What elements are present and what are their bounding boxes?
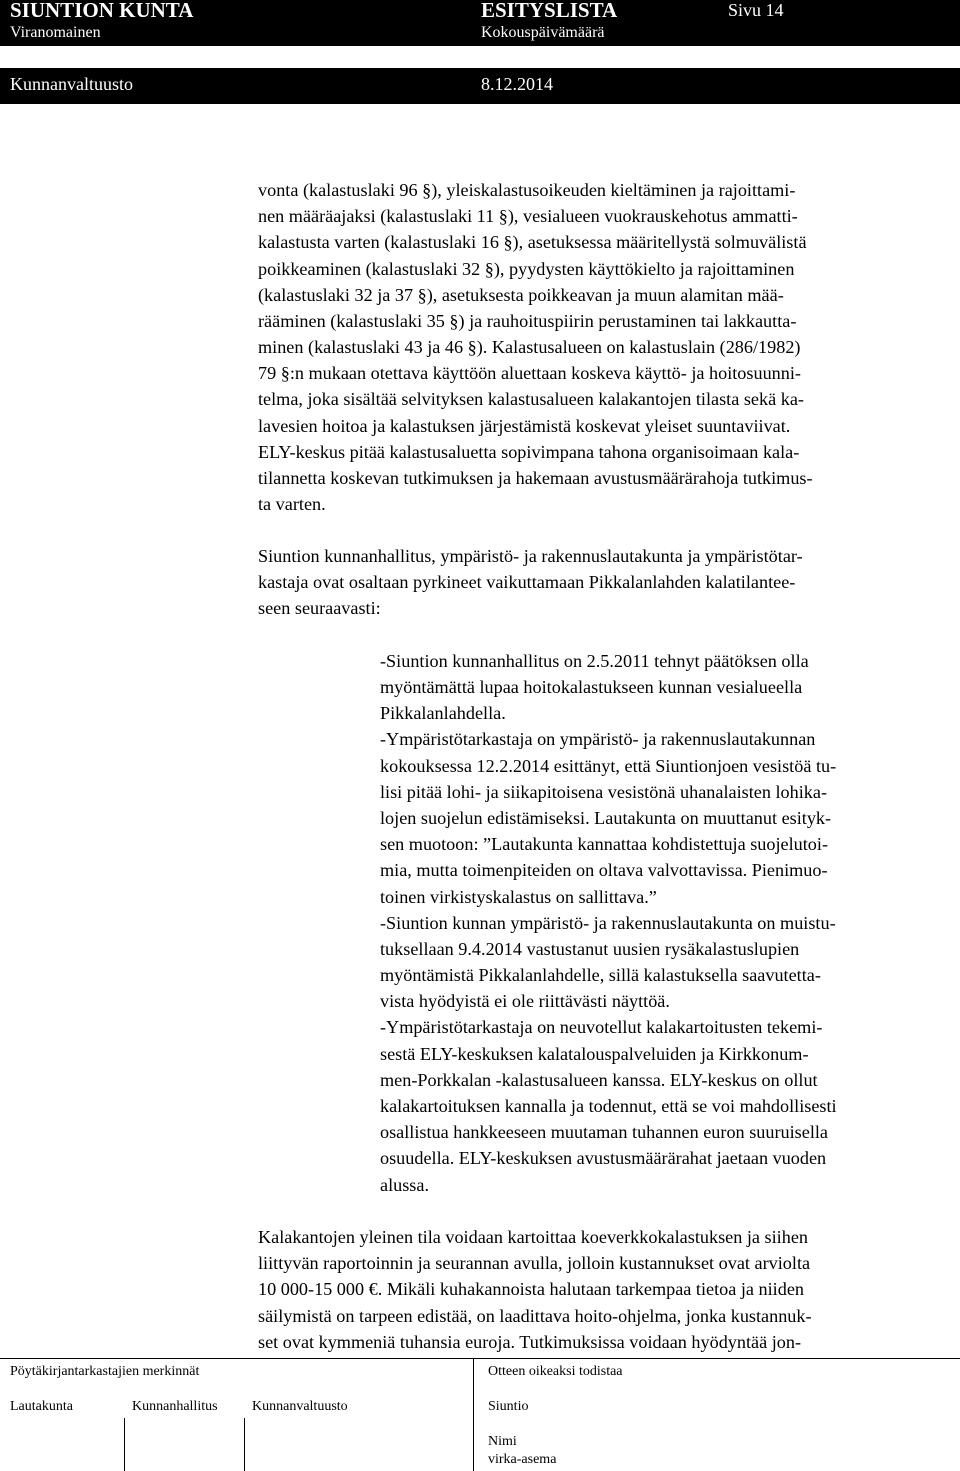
footer-col-divider-2 [244, 1418, 245, 1471]
list-line: kokouksessa 12.2.2014 esittänyt, että Siuntionjoen vesistöä tu- [380, 756, 837, 776]
footer-name-label: Nimi [488, 1434, 517, 1449]
text-line: tilannetta koskevan tutkimuksen ja hakemaan avustusmäärärahoja tutkimus- [258, 468, 813, 488]
list-line: men-Porkkalan -kalastusalueen kanssa. ELY-keskus on ollut [380, 1070, 818, 1090]
text-line: vonta (kalastuslaki 96 §), yleiskalastusoikeuden kieltäminen ja rajoittami- [258, 180, 796, 200]
footer-col-kunnanhallitus: Kunnanhallitus [132, 1399, 218, 1414]
text-line: telma, joka sisältää selvityksen kalastusalueen kalakantojen tilasta sekä ka- [258, 389, 804, 409]
list-line: tuksellaan 9.4.2014 vastustanut uusien rysäkalastuslupien [380, 939, 800, 959]
list-line: -Siuntion kunnanhallitus on 2.5.2011 tehnyt päätöksen olla [380, 651, 809, 671]
header-doc-type: ESITYSLISTA [481, 0, 618, 22]
text-line: rääminen (kalastuslaki 35 §) ja rauhoituspiirin perustaminen tai lakkautta- [258, 311, 797, 331]
footer-left-title: Pöytäkirjantarkastajien merkinnät [10, 1364, 200, 1379]
header-authority: Kunnanvaltuusto [10, 74, 133, 94]
text-line: set ovat kymmeniä tuhansia euroja. Tutkimuksissa voidaan hyödyntää jon- [258, 1332, 802, 1352]
list-line: myöntämistä Pikkalanlahdelle, sillä kalastuksella saavutetta- [380, 965, 821, 985]
list-line: sen muotoon: ”Lautakunta kannattaa kohdistettuja suojelutoi- [380, 834, 829, 854]
text-line: seen seuraavasti: [258, 598, 381, 618]
text-line: ELY-keskus pitää kalastusaluetta sopivimpana tahona organisoimaan kala- [258, 442, 800, 462]
footer-right-title: Otteen oikeaksi todistaa [488, 1364, 623, 1379]
list-line: Pikkalanlahdella. [380, 703, 506, 723]
footer-col-divider-1 [124, 1418, 125, 1471]
header-date: 8.12.2014 [481, 74, 553, 94]
text-line: 79 §:n mukaan otettava käyttöön aluettaan koskeva käyttö- ja hoitosuunni- [258, 363, 801, 383]
text-line: (kalastuslaki 32 ja 37 §), asetuksesta poikkeavan ja muun alamitan mää- [258, 285, 784, 305]
footer-col-lautakunta: Lautakunta [10, 1399, 73, 1414]
footer-title-label: virka-asema [488, 1452, 557, 1467]
footer-col-kunnanvaltuusto: Kunnanvaltuusto [252, 1399, 348, 1414]
text-line: lavesien hoitoa ja kalastuksen järjestämistä koskevat yleiset suuntaviivat. [258, 416, 791, 436]
text-line: säilymistä on tarpeen edistää, on laadittava hoito-ohjelma, jonka kustannuk- [258, 1306, 812, 1326]
text-line: nen määräajaksi (kalastuslaki 11 §), vesialueen vuokrauskehotus ammatti- [258, 206, 798, 226]
text-line: Siuntion kunnanhallitus, ympäristö- ja rakennuslautakunta ja ympäristötar- [258, 546, 803, 566]
list-line: mia, mutta toimenpiteiden on oltava valvottavissa. Pienimuo- [380, 860, 828, 880]
list-line: -Ympäristötarkastaja on neuvotellut kalakartoitusten tekemi- [380, 1017, 823, 1037]
text-line: ta varten. [258, 494, 326, 514]
list-line: osuudella. ELY-keskuksen avustusmäärärahat jaetaan vuoden [380, 1148, 827, 1168]
text-line: liittyvän raportoinnin ja seurannan avulla, jolloin kustannukset ovat arviolta [258, 1253, 811, 1273]
footer-divider-vertical [473, 1358, 474, 1471]
header-bar-bottom [0, 68, 960, 104]
list-line: osallistua hankkeeseen muutaman tuhannen euron suuruisella [380, 1122, 828, 1142]
list-line: alussa. [380, 1175, 429, 1195]
footer-top-rule [0, 1358, 960, 1359]
list-line: myöntämättä lupaa hoitokalastukseen kunnan vesialueella [380, 677, 803, 697]
list-line: vista hyödyistä ei ole riittävästi näyttöä. [380, 991, 670, 1011]
text-line: minen (kalastuslaki 43 ja 46 §). Kalastusalueen on kalastuslain (286/1982) [258, 337, 801, 357]
list-line: toinen virkistyskalastus on sallittava.” [380, 887, 657, 907]
text-line: Kalakantojen yleinen tila voidaan kartoittaa koeverkkokalastuksen ja siihen [258, 1227, 808, 1247]
header-org: SIUNTION KUNTA [10, 0, 194, 22]
list-line: -Ympäristötarkastaja on ympäristö- ja rakennuslautakunnan [380, 729, 816, 749]
list-line: lojen suojelun edistämiseksi. Lautakunta on muuttanut esityk- [380, 808, 832, 828]
list-line: kalakartoituksen kannalla ja todennut, että se voi mahdollisesti [380, 1096, 837, 1116]
text-line: kalastusta varten (kalastuslaki 16 §), asetuksessa määritellystä solmuvälistä [258, 232, 807, 252]
footer-right-org: Siuntio [488, 1399, 529, 1414]
list-line: -Siuntion kunnan ympäristö- ja rakennuslautakunta on muistu- [380, 913, 836, 933]
list-line: lisi pitää lohi- ja siikapitoisena vesistönä uhanalaisten lohika- [380, 782, 828, 802]
header-page: Sivu 14 [728, 0, 784, 20]
text-line: kastaja ovat osaltaan pyrkineet vaikuttamaan Pikkalanlahden kalatilantee- [258, 572, 796, 592]
header-authority-label: Viranomainen [10, 24, 101, 41]
text-line: 10 000-15 000 €. Mikäli kuhakannoista halutaan tarkempaa tietoa ja niiden [258, 1279, 804, 1299]
list-line: sestä ELY-keskuksen kalatalouspalveluiden ja Kirkkonum- [380, 1044, 809, 1064]
text-line: poikkeaminen (kalastuslaki 32 §), pyydysten käyttökielto ja rajoittaminen [258, 259, 795, 279]
header-date-label: Kokouspäivämäärä [481, 24, 605, 41]
